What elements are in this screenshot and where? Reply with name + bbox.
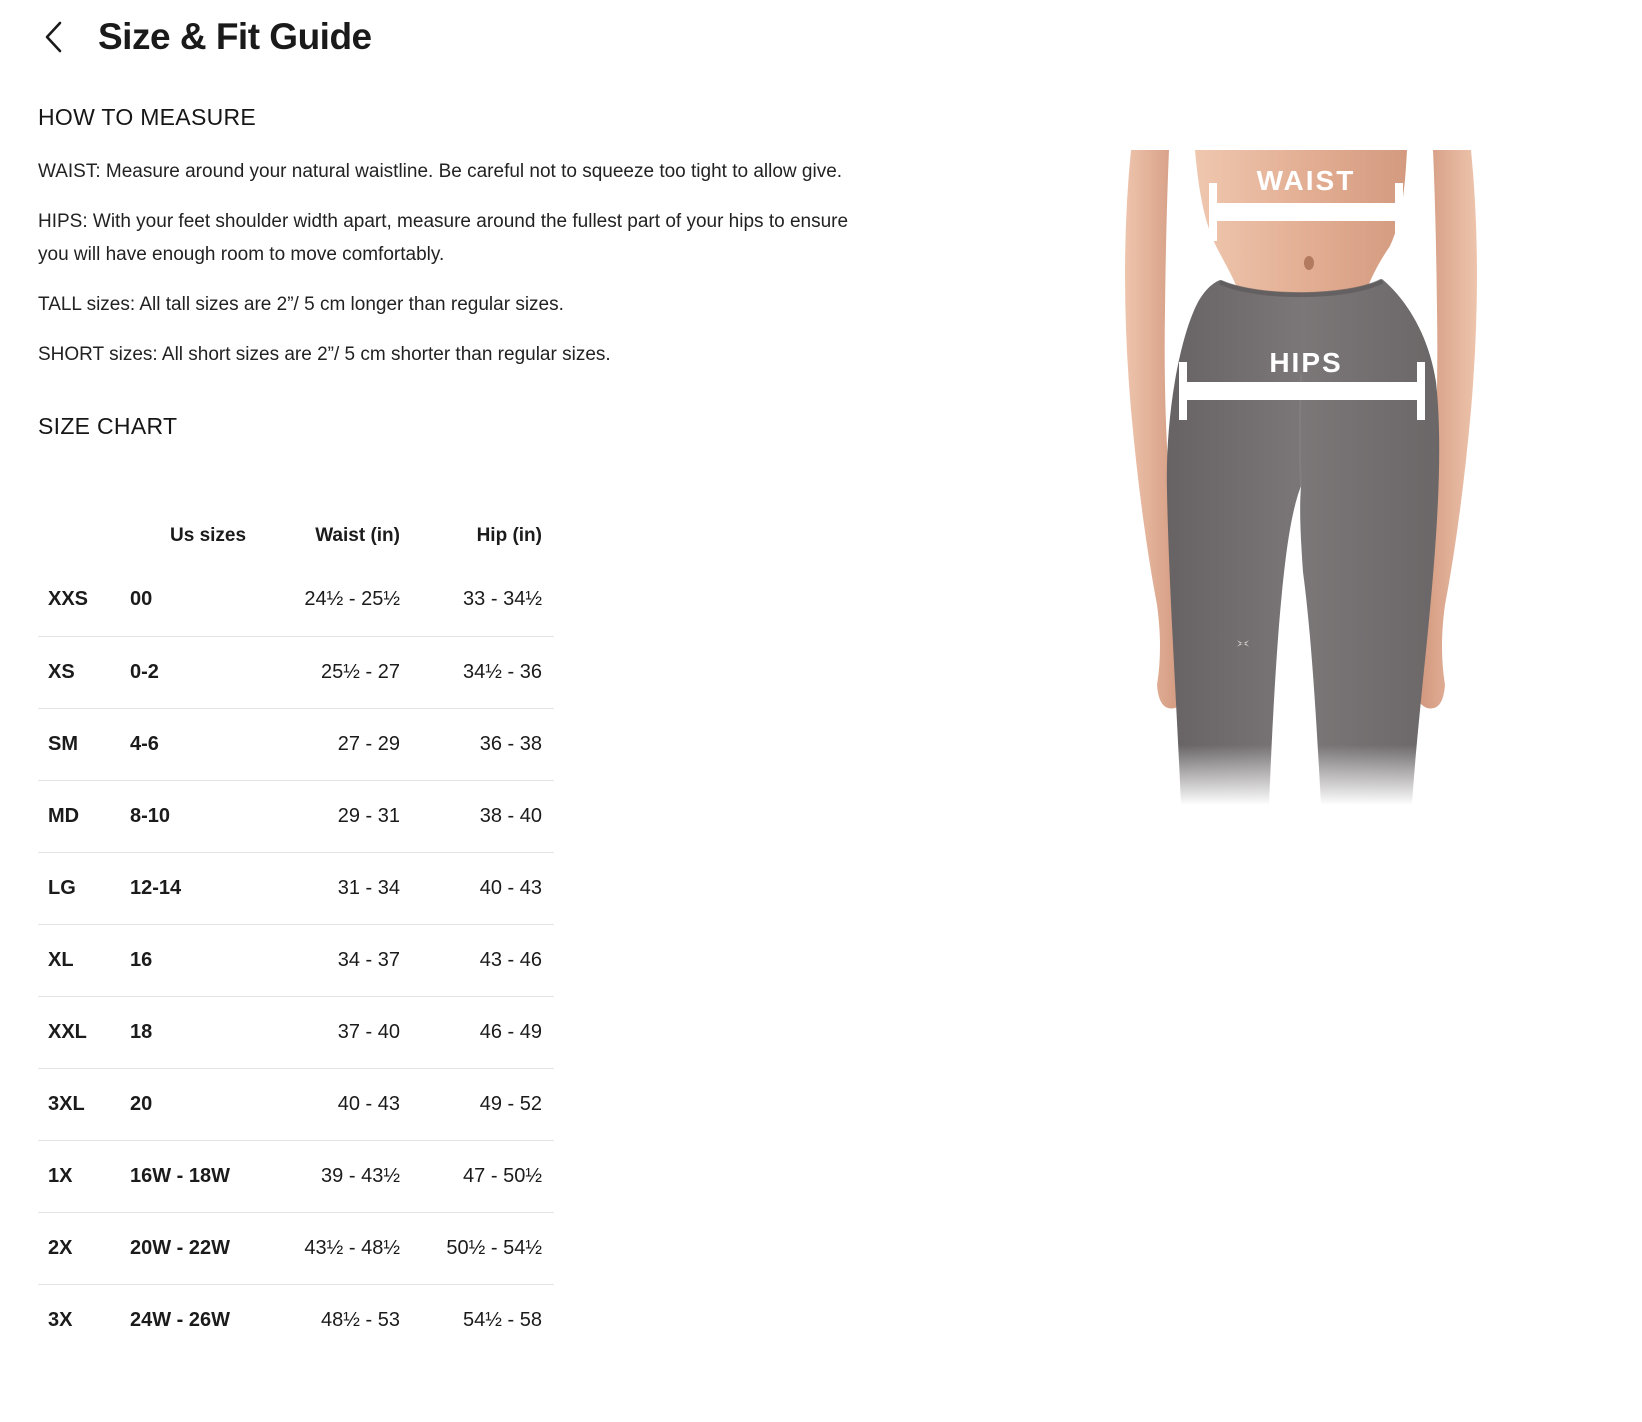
waist-column-header: Waist (in) [315,525,400,546]
waist-range-cell: 40 - 43 [337,1092,400,1115]
table-row [38,1068,554,1140]
size-chart-heading: SIZE CHART [38,413,178,439]
us-size-cell: 16 [130,948,153,971]
navel [1304,256,1314,270]
hips-instruction: HIPS: With your feet shoulder width apart, measure around the fullest part of your hips to ensure you will have enough room to move comfortably. [38,211,849,265]
size-label-cell: XXS [48,588,89,611]
size-label-cell: LG [48,876,76,899]
size-label-cell: 2X [48,1236,73,1259]
hips-label: HIPS [1269,347,1343,378]
waist-range-cell: 39 - 43½ [321,1164,400,1187]
size-label-cell: SM [48,732,78,755]
waist-range-cell: 27 - 29 [337,732,400,755]
chevron-left-icon [40,15,68,59]
size-label-cell: 1X [48,1164,73,1187]
short-sizes-note: SHORT sizes: All short sizes are 2”/ 5 cm shorter than regular sizes. [38,344,611,365]
size-label-cell: MD [48,804,80,827]
how-to-measure-text [38,155,883,371]
us-size-cell: 8-10 [130,804,171,827]
table-row [38,996,554,1068]
size-column-header [38,508,130,564]
hip-range-cell: 40 - 43 [479,876,542,899]
size-chart-body [38,564,554,1356]
us-size-cell: 4-6 [130,732,159,755]
table-row [38,708,554,780]
table-row [38,1140,554,1212]
table-row [38,564,554,636]
size-label-cell: XL [48,948,74,971]
waist-range-cell: 31 - 34 [337,876,400,899]
waist-range-cell: 24½ - 25½ [304,588,400,611]
page-title: Size & Fit Guide [98,16,372,57]
table-row [38,1284,554,1356]
waist-bar [1213,203,1399,221]
waist-range-cell: 48½ - 53 [321,1308,400,1331]
us-size-cell: 18 [130,1020,153,1043]
back-button[interactable] [40,14,74,60]
size-label-cell: XXL [48,1020,87,1043]
us-size-cell: 16W - 18W [130,1164,231,1187]
hip-range-cell: 33 - 34½ [463,588,542,611]
waist-range-cell: 29 - 31 [337,804,400,827]
how-to-measure-heading: HOW TO MEASURE [38,104,257,130]
hip-range-cell: 38 - 40 [479,804,542,827]
hip-range-cell: 50½ - 54½ [446,1236,542,1259]
us-size-cell: 00 [130,588,153,611]
measurement-guide-image [1105,150,1497,805]
hip-range-cell: 54½ - 58 [463,1308,542,1331]
hip-column-header: Hip (in) [476,525,542,546]
us-size-cell: 0-2 [130,660,159,683]
photo-bottom-fade [1105,745,1497,805]
size-label-cell: 3X [48,1308,73,1331]
us-size-cell: 20 [130,1092,153,1115]
hip-range-cell: 49 - 52 [479,1092,542,1115]
us-size-cell: 24W - 26W [130,1308,231,1331]
hips-bar [1183,382,1421,400]
hip-range-cell: 34½ - 36 [463,660,542,683]
hip-range-cell: 46 - 49 [479,1020,542,1043]
hip-range-cell: 43 - 46 [479,948,542,971]
us-size-cell: 20W - 22W [130,1236,231,1259]
hip-range-cell: 36 - 38 [479,732,542,755]
us-size-cell: 12-14 [130,876,182,899]
page-header [0,0,1642,60]
waist-range-cell: 43½ - 48½ [304,1236,400,1259]
waist-label: WAIST [1256,165,1356,196]
table-row [38,924,554,996]
size-label-cell: 3XL [48,1092,85,1115]
waist-instruction: WAIST: Measure around your natural waistline. Be careful not to squeeze too tight to allow give. [38,161,843,182]
waist-range-cell: 34 - 37 [337,948,400,971]
waist-range-cell: 25½ - 27 [321,660,400,683]
table-row [38,636,554,708]
us-sizes-column-header: Us sizes [170,525,247,546]
size-label-cell: XS [48,660,75,683]
waist-range-cell: 37 - 40 [337,1020,400,1043]
tall-sizes-note: TALL sizes: All tall sizes are 2”/ 5 cm longer than regular sizes. [38,294,564,315]
hip-range-cell: 47 - 50½ [463,1164,542,1187]
size-chart-table [38,508,554,1356]
main-content [38,104,883,1356]
table-row [38,852,554,924]
table-row [38,780,554,852]
table-row [38,1212,554,1284]
size-chart-header-row [38,508,554,564]
